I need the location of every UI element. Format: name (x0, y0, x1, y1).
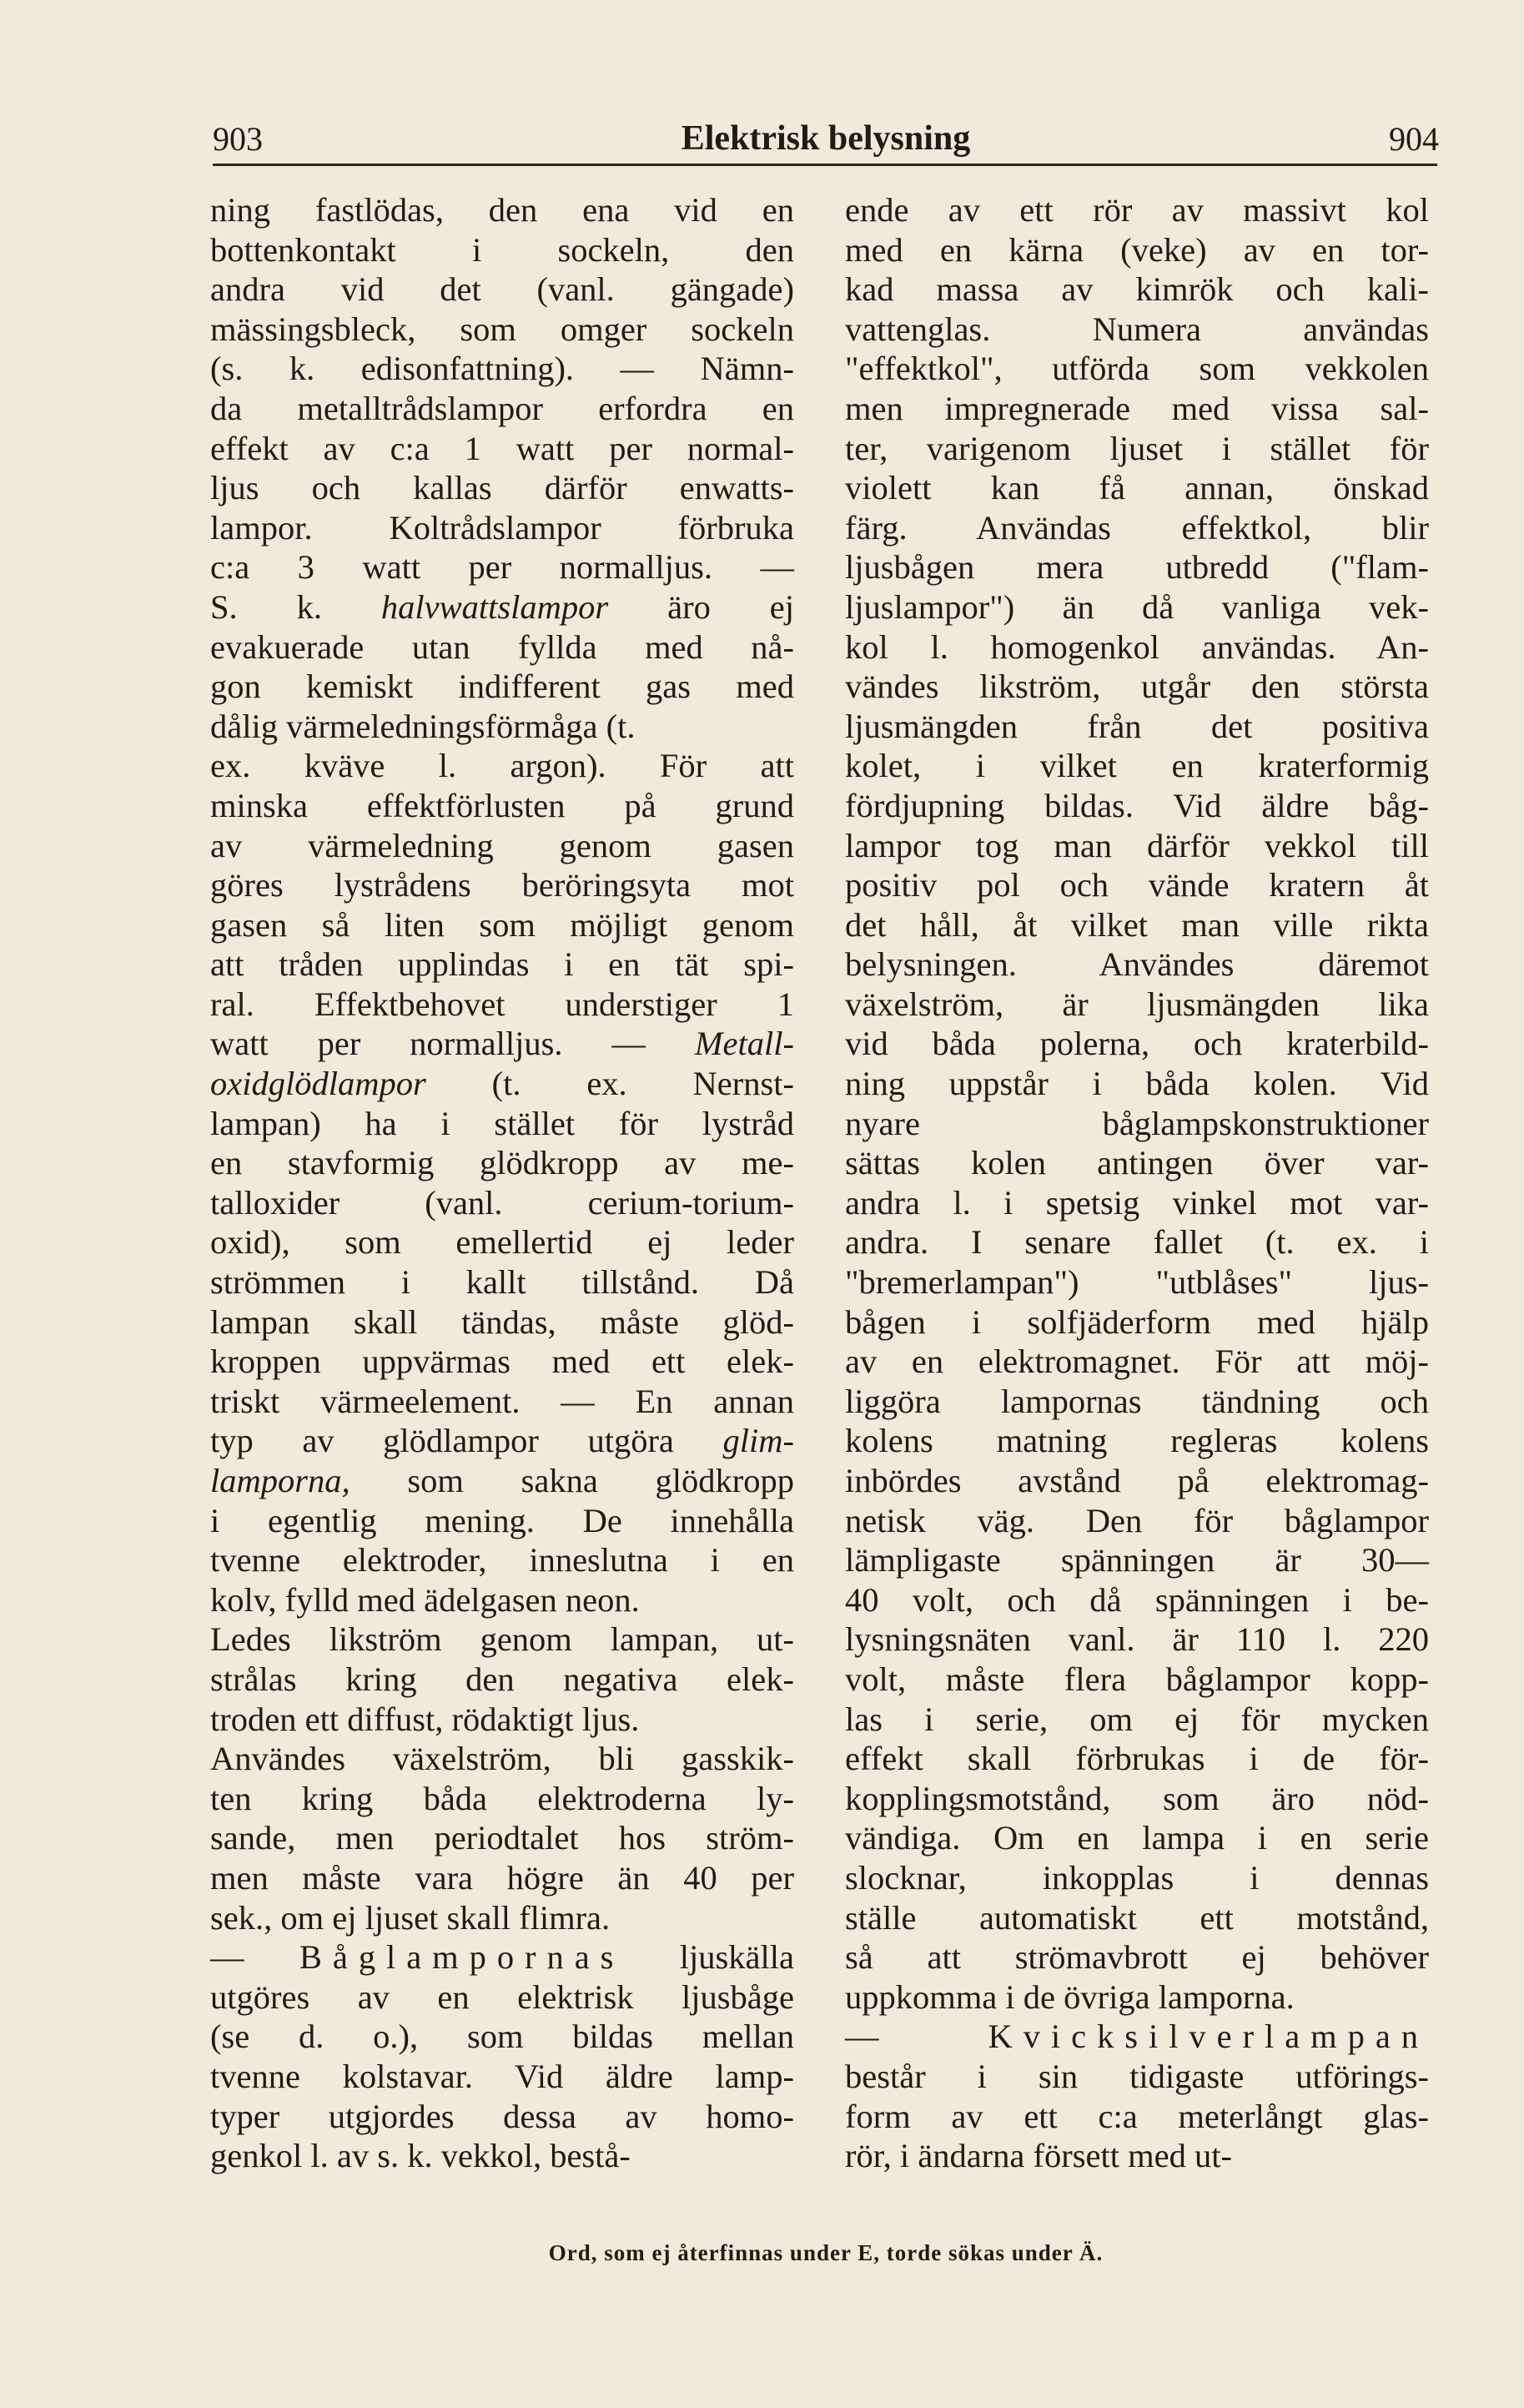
right-column-line: vändes likström, utgår den största (845, 667, 1429, 706)
right-column-line: form av ett c:a meterlångt glas- (845, 2097, 1429, 2135)
left-column-line: utgöres av en elektrisk ljusbåge (210, 1977, 794, 2016)
left-column-line: genkol l. av s. k. vekkol, bestå- (210, 2137, 631, 2175)
right-column-line: volt, måste flera båglampor kopp- (845, 1660, 1429, 1698)
right-column-line: kolens matning regleras kolens (845, 1422, 1429, 1460)
left-column-line: mässingsbleck, som omger sockeln (210, 310, 794, 348)
right-column-line: fördjupning bildas. Vid äldre båg- (845, 786, 1429, 824)
left-column-line: gon kemiskt indifferent gas med (210, 667, 794, 706)
left-column-line: S. k. halvwattslampor äro ej (210, 587, 794, 626)
left-column-line: (se d. o.), som bildas mellan (210, 2018, 794, 2056)
left-column-line: effekt av c:a 1 watt per normal- (210, 429, 794, 467)
left-column-line: tvenne kolstavar. Vid äldre lamp- (210, 2057, 794, 2095)
left-column-line: tvenne elektroder, inneslutna i en (210, 1541, 794, 1579)
running-title: Elektrisk belysning (681, 119, 971, 158)
right-column-line: vändiga. Om en lampa i en serie (845, 1819, 1429, 1857)
right-column-line: inbördes avstånd på elektromag- (845, 1462, 1429, 1499)
right-column-line: ter, varigenom ljuset i stället för (845, 429, 1429, 467)
right-column-line: ställe automatiskt ett motstånd, (845, 1898, 1429, 1937)
right-column-line: ning uppstår i båda kolen. Vid (845, 1065, 1429, 1103)
page-number-left: 903 (213, 120, 263, 158)
left-column-line: da metalltrådslampor erfordra en (210, 389, 794, 427)
left-column-line: strålas kring den negativa elek- (210, 1660, 794, 1698)
right-column-line: kopplingsmotstånd, som äro nöd- (845, 1779, 1429, 1817)
left-column-line: dålig värmeledningsförmåga (t. (210, 707, 636, 745)
left-column-line: bottenkontakt i sockeln, den (210, 230, 794, 269)
left-column-line: göres lystrådens beröringsyta mot (210, 866, 794, 904)
right-column-line: så att strömavbrott ej behöver (845, 1938, 1429, 1977)
left-column-line: typ av glödlampor utgöra glim- (210, 1422, 794, 1460)
right-column-line: belysningen. Användes däremot (845, 945, 1429, 984)
left-column-line: ning fastlödas, den ena vid en (210, 191, 794, 229)
left-column-line: (s. k. edisonfattning). — Nämn- (210, 350, 794, 388)
right-column-line: — Kvicksilverlampan (845, 2018, 1429, 2056)
left-column-line: lampan skall tändas, måste glöd- (210, 1302, 794, 1341)
left-column-line: evakuerade utan fyllda med nå- (210, 627, 794, 666)
right-column (845, 190, 1429, 2176)
right-column-line: kol l. homogenkol användas. An- (845, 627, 1429, 666)
left-column-line: sek., om ej ljuset skall flimra. (210, 1898, 611, 1937)
right-column-line: effekt skall förbrukas i de för- (845, 1740, 1429, 1778)
right-column-line: ljusbågen mera utbredd ("flam- (845, 548, 1429, 587)
right-column-line: positiv pol och vände kratern åt (845, 866, 1429, 904)
right-column-line: kad massa av kimrök och kali- (845, 270, 1429, 309)
right-column-line: ende av ett rör av massivt kol (845, 191, 1429, 229)
left-column-line: i egentlig mening. De innehålla (210, 1501, 794, 1539)
left-column-line: sande, men periodtalet hos ström- (210, 1819, 794, 1857)
left-column-line: lampor. Koltrådslampor förbruka (210, 508, 794, 547)
left-column-line: Användes växelström, bli gasskik- (210, 1740, 794, 1778)
right-column-line: las i serie, om ej för mycken (845, 1700, 1429, 1738)
left-column-line: av värmeledning genom gasen (210, 826, 794, 864)
right-column-line: 40 volt, och då spänningen i be- (845, 1580, 1429, 1619)
right-column-line: men impregnerade med vissa sal- (845, 389, 1429, 427)
right-column-line: ljuslampor") än då vanliga vek- (845, 587, 1429, 626)
left-column-line: ljus och kallas därför enwatts- (210, 469, 794, 507)
right-column-line: vattenglas. Numera användas (845, 310, 1429, 348)
page-footer-note: Ord, som ej återfinnas under E, torde sökas under Ä. (548, 2240, 1104, 2265)
left-column-line: typer utgjordes dessa av homo- (210, 2097, 794, 2135)
right-column-line: bågen i solfjäderform med hjälp (845, 1302, 1429, 1341)
right-column-line: andra. I senare fallet (t. ex. i (845, 1223, 1429, 1262)
left-column-line: men måste vara högre än 40 per (210, 1858, 794, 1897)
left-column (210, 190, 794, 2176)
left-column-line: kolv, fylld med ädelgasen neon. (210, 1580, 640, 1619)
left-column-line: c:a 3 watt per normalljus. — (210, 548, 794, 587)
right-column-line: liggöra lampornas tändning och (845, 1382, 1429, 1420)
left-column-line: ral. Effektbehovet understiger 1 (210, 985, 794, 1023)
left-column-line: lampan) ha i stället för lystråd (210, 1104, 794, 1142)
right-column-line: vid båda polerna, och kraterbild- (845, 1025, 1429, 1063)
left-column-line: troden ett diffust, rödaktigt ljus. (210, 1700, 640, 1738)
left-column-line: talloxider (vanl. cerium-torium- (210, 1183, 794, 1222)
left-column-line: andra vid det (vanl. gängade) (210, 270, 794, 309)
right-column-line: med en kärna (veke) av en tor- (845, 230, 1429, 269)
page-header (213, 107, 1439, 159)
right-column-line: nyare båglampskonstruktioner (845, 1104, 1429, 1142)
right-column-line: "bremerlampan") "utblåses" ljus- (845, 1263, 1429, 1302)
left-column-line: — Båglampornas ljuskälla (210, 1938, 794, 1977)
right-column-line: uppkomma i de övriga lamporna. (845, 1977, 1295, 2016)
right-column-line: rör, i ändarna försett med ut- (845, 2137, 1232, 2175)
right-column-line: netisk väg. Den för båglampor (845, 1501, 1429, 1539)
right-column-line: det håll, åt vilket man ville rikta (845, 905, 1429, 944)
right-column-line: färg. Användas effektkol, blir (845, 508, 1429, 547)
left-column-line: watt per normalljus. — Metall- (210, 1025, 794, 1063)
left-column-line: oxidglödlampor (t. ex. Nernst- (210, 1065, 794, 1103)
right-column-line: "effektkol", utförda som vekkolen (845, 350, 1429, 388)
left-column-line: Ledes likström genom lampan, ut- (210, 1620, 794, 1659)
right-column-line: lysningsnäten vanl. är 110 l. 220 (845, 1620, 1429, 1659)
left-column-line: ex. kväve l. argon). För att (210, 747, 794, 785)
right-column-line: av en elektromagnet. För att möj- (845, 1343, 1429, 1381)
header-rule (213, 164, 1437, 166)
left-column-line: oxid), som emellertid ej leder (210, 1223, 794, 1262)
left-column-line: lamporna, som sakna glödkropp (210, 1462, 794, 1499)
left-column-line: triskt värmeelement. — En annan (210, 1382, 794, 1420)
right-column-line: andra l. i spetsig vinkel mot var- (845, 1183, 1429, 1222)
left-column-line: minska effektförlusten på grund (210, 786, 794, 824)
left-column-line: en stavformig glödkropp av me- (210, 1144, 794, 1182)
left-column-line: strömmen i kallt tillstånd. Då (210, 1263, 794, 1302)
right-column-line: kolet, i vilket en kraterformig (845, 747, 1429, 785)
right-column-line: sättas kolen antingen över var- (845, 1144, 1429, 1182)
left-column-line: gasen så liten som möjligt genom (210, 905, 794, 944)
left-column-line: att tråden upplindas i en tät spi- (210, 945, 794, 984)
left-column-line: kroppen uppvärmas med ett elek- (210, 1343, 794, 1381)
right-column-line: lampor tog man därför vekkol till (845, 826, 1429, 864)
page-number-right: 904 (1389, 120, 1439, 158)
left-column-line: ten kring båda elektroderna ly- (210, 1779, 794, 1817)
right-column-line: slocknar, inkopplas i dennas (845, 1858, 1429, 1897)
right-column-line: växelström, är ljusmängden lika (845, 985, 1429, 1023)
right-column-line: violett kan få annan, önskad (845, 469, 1429, 507)
right-column-line: ljusmängden från det positiva (845, 707, 1429, 745)
right-column-line: lämpligaste spänningen är 30— (845, 1541, 1429, 1579)
right-column-line: består i sin tidigaste utförings- (845, 2057, 1429, 2095)
